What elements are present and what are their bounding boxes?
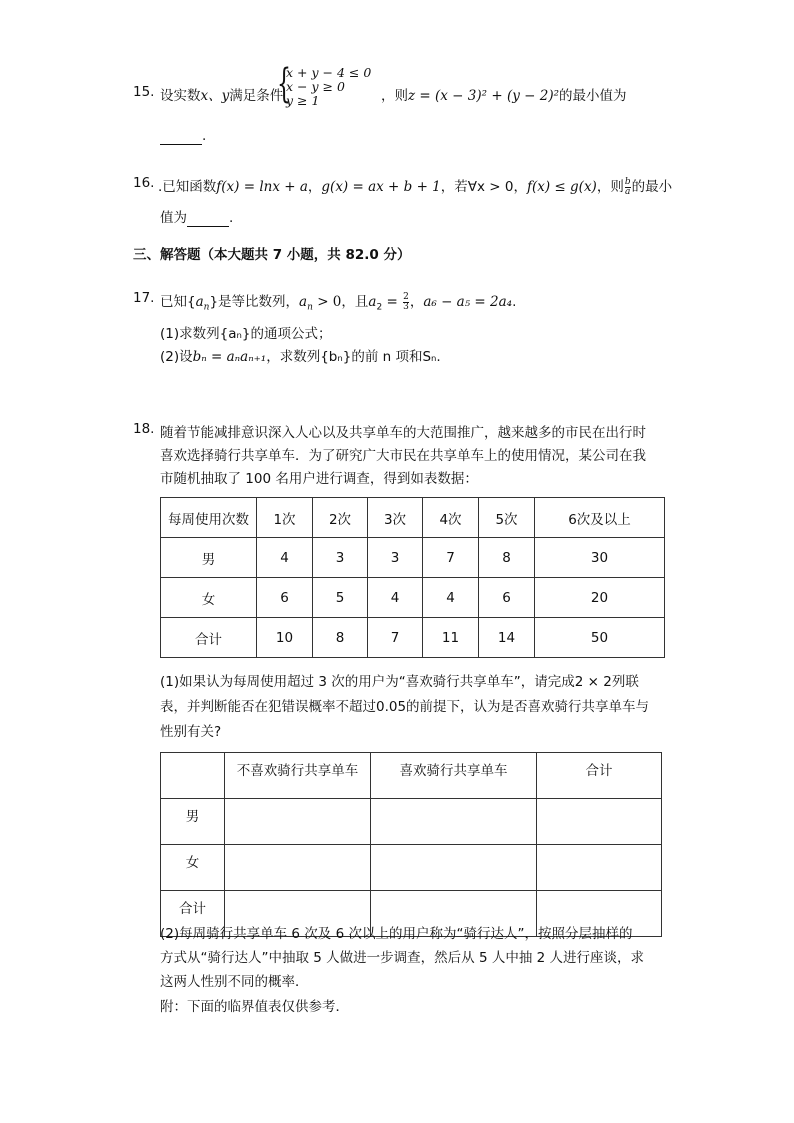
q18-para-line2: 喜欢选择骑行共享单车．为了研究广大市民在共享单车上的使用情况，某公司在我 [160,448,646,464]
table-cell: 30 [535,538,665,578]
q15-constraints [286,66,371,108]
q17-number: 17. [133,290,155,306]
table-cell: 女 [161,578,257,618]
table-cell: 4 [423,578,479,618]
section-title: 三、解答题（本大题共 7 小题，共 82.0 分） [133,247,411,263]
table-input-cell[interactable] [537,845,662,891]
q15-line1-prefix: 设实数x、y满足条件 [160,88,284,104]
table-cell: 男 [161,799,225,845]
table-cell: 7 [368,618,423,658]
q18-part2-line2: 方式从“骑行达人”中抽取 5 人做进一步调查，然后从 5 人中抽 2 人进行座谈，求 [160,950,645,966]
table-input-cell[interactable] [537,799,662,845]
table-header-cell: 6次及以上 [535,498,665,538]
table-input-cell[interactable] [371,845,537,891]
q18-part1-line2: 表，并判断能否在犯错误概率不超过0.05的前提下，认为是否喜欢骑行共享单车与 [160,699,650,715]
q18-number: 18. [133,421,155,437]
q17-part2: (2)设bₙ = aₙaₙ₊₁，求数列{bₙ}的前 n 项和Sₙ. [160,349,441,365]
table-cell: 3 [313,538,368,578]
q15-number: 15. [133,84,155,100]
contingency-table-header [161,753,662,799]
table-row [161,618,665,658]
table-cell: 7 [423,538,479,578]
table-cell: 3 [368,538,423,578]
q16-line2: 值为 . [160,210,234,226]
table-cell: 14 [479,618,535,658]
table-cell: 4 [368,578,423,618]
q16-line1: .已知函数f(x) = lnx + a，g(x) = ax + b + 1，若∀x > 0，f(x) ≤ g(x)，则 $\frac{b}{a}$ 的最小 [158,176,673,197]
table-cell: 8 [313,618,368,658]
q18-part1-line1: (1)如果认为每周使用超过 3 次的用户为“喜欢骑行共享单车”，请完成2 × 2列联 [160,674,639,690]
table-header-cell: 喜欢骑行共享单车 [371,753,537,799]
usage-table-header [161,498,665,538]
table-header-cell: 每周使用次数 [161,498,257,538]
table-header-cell: 5次 [479,498,535,538]
table-input-cell[interactable] [225,799,371,845]
table-header-cell: 2次 [313,498,368,538]
q18-part2-line1: (2)每周骑行共享单车 6 次及 6 次以上的用户称为“骑行达人”，按照分层抽样的 [160,926,633,942]
table-header-cell: 合计 [537,753,662,799]
q15-system-brace-icon: { [277,61,291,107]
q15-constraint-1: x + y − 4 ≤ 0 [286,65,372,80]
table-header-cell: 1次 [257,498,313,538]
q15-constraint-3: y ≥ 1 [286,93,320,108]
table-cell: 10 [257,618,313,658]
q18-part1-line3: 性别有关? [160,724,222,740]
q16-number: 16. [133,175,155,191]
table-header-cell: 4次 [423,498,479,538]
q18-para-line1: 随着节能减排意识深入人心以及共享单车的大范围推广，越来越多的市民在出行时 [160,425,646,441]
table-row [161,538,665,578]
q17-line1: 已知$\{a_n\}$是等比数列，$a_n > 0$，且$a_2$ = $\frac{2}{3}$ ，a₆ − a₅ = 2a₄. [160,291,517,313]
table-row [161,578,665,618]
q18-part2-line3: 这两人性别不同的概率． [160,974,309,990]
table-cell: 合计 [161,618,257,658]
q16-answer-blank[interactable] [187,210,229,227]
table-cell: 4 [257,538,313,578]
q15-answer-blank[interactable] [160,128,202,145]
table-cell: 5 [313,578,368,618]
q15-constraint-2: x − y ≥ 0 [286,79,345,94]
table-cell: 20 [535,578,665,618]
q15-line1-tail: ，则z = (x − 3)² + (y − 2)²的最小值为 [381,88,627,104]
table-cell: 合计 [161,891,225,937]
q18-appendix: 附：下面的临界值表仅供参考． [160,999,349,1015]
table-header-cell: 3次 [368,498,423,538]
table-cell: 6 [257,578,313,618]
table-cell: 女 [161,845,225,891]
table-cell: 11 [423,618,479,658]
q17-part1: (1)求数列{aₙ}的通项公式； [160,326,332,342]
table-header-cell: 不喜欢骑行共享单车 [225,753,371,799]
table-input-cell[interactable] [225,845,371,891]
table-row [161,845,662,891]
contingency-table [160,752,662,937]
q15-answer-line: . [160,128,206,145]
table-header-cell [161,753,225,799]
table-cell: 50 [535,618,665,658]
table-row [161,799,662,845]
table-cell: 8 [479,538,535,578]
table-cell: 男 [161,538,257,578]
table-cell: 6 [479,578,535,618]
q18-para-line3: 市随机抽取了 100 名用户进行调查，得到如表数据： [160,471,478,487]
table-input-cell[interactable] [371,799,537,845]
usage-table [160,497,665,658]
